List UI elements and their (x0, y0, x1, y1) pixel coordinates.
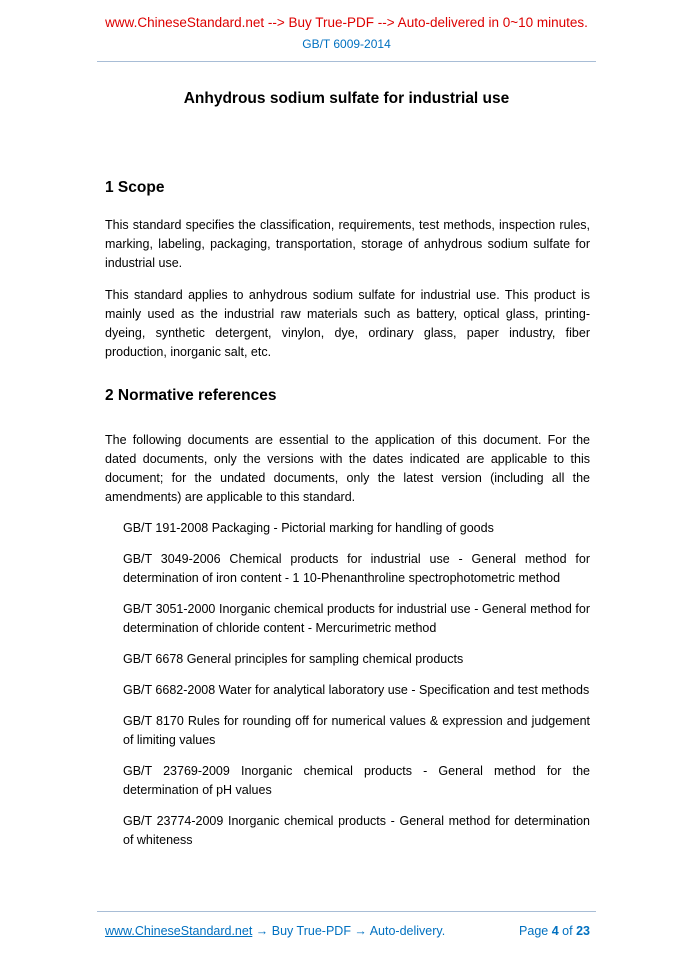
page-indicator (519, 924, 590, 938)
page-of-label: of (562, 924, 573, 938)
page-current-number: 4 (551, 924, 559, 938)
document-title: Anhydrous sodium sulfate for industrial use (183, 90, 510, 107)
document-body (105, 179, 590, 850)
footer-row (105, 924, 590, 938)
section-heading-normative-references: 2 Normative references (105, 387, 277, 404)
footer-site-link[interactable]: www.ChineseStandard.net (105, 924, 253, 938)
section-heading-scope: 1 Scope (105, 179, 165, 196)
reference-item-1: GB/T 191-2008 Packaging - Pictorial marking for handling of goods (123, 521, 494, 535)
page-footer (0, 911, 693, 938)
footer-divider (97, 911, 596, 912)
page-total-number: 23 (576, 924, 590, 938)
reference-item-6: GB/T 8170 Rules for rounding off for numerical values & expression and judgement of limiting values (123, 714, 590, 747)
reference-item-8: GB/T 23774-2009 Inorganic chemical products - General method for determination of whiteness (123, 814, 590, 847)
normative-intro-paragraph: The following documents are essential to the application of this document. For the dated documents, only the versions with the dates indicated are applicable to this document; for the undated documents, only the latest version (including all the amendments) are applicable to this standard. (105, 433, 590, 504)
page-label: Page (519, 924, 549, 938)
reference-item-7: GB/T 23769-2009 Inorganic chemical products - General method for the determination of pH values (123, 764, 590, 797)
reference-item-4: GB/T 6678 General principles for sampling chemical products (123, 652, 464, 666)
header-divider (97, 61, 596, 62)
standard-code: GB/T 6009-2014 (302, 37, 391, 51)
reference-item-3: GB/T 3051-2000 Inorganic chemical products for industrial use - General method for determination of chloride content - Mercurimetric method (123, 602, 590, 635)
scope-paragraph-2: This standard applies to anhydrous sodium sulfate for industrial use. This product is mainly used as the industrial raw materials such as battery, optical glass, printing-dyeing, synthetic detergent, vinylon, dye, ordinary glass, paper industry, fiber production, inorganic salt, etc. (105, 288, 590, 359)
promo-banner: www.ChineseStandard.net --> Buy True-PDF --> Auto-delivered in 0~10 minutes. (105, 15, 588, 30)
scope-paragraph-1: This standard specifies the classification, requirements, test methods, inspection rules, marking, labeling, packaging, transportation, storage of anhydrous sodium sulfate for industrial use. (105, 218, 590, 270)
reference-item-2: GB/T 3049-2006 Chemical products for industrial use - General method for determination of iron content - 1 10-Phenanthroline spectrophotometric method (123, 552, 590, 585)
reference-item-5: GB/T 6682-2008 Water for analytical laboratory use - Specification and test methods (123, 683, 590, 697)
footer-tagline (105, 924, 445, 938)
footer-tagline-text: → Buy True-PDF → Auto-delivery. (255, 924, 446, 938)
